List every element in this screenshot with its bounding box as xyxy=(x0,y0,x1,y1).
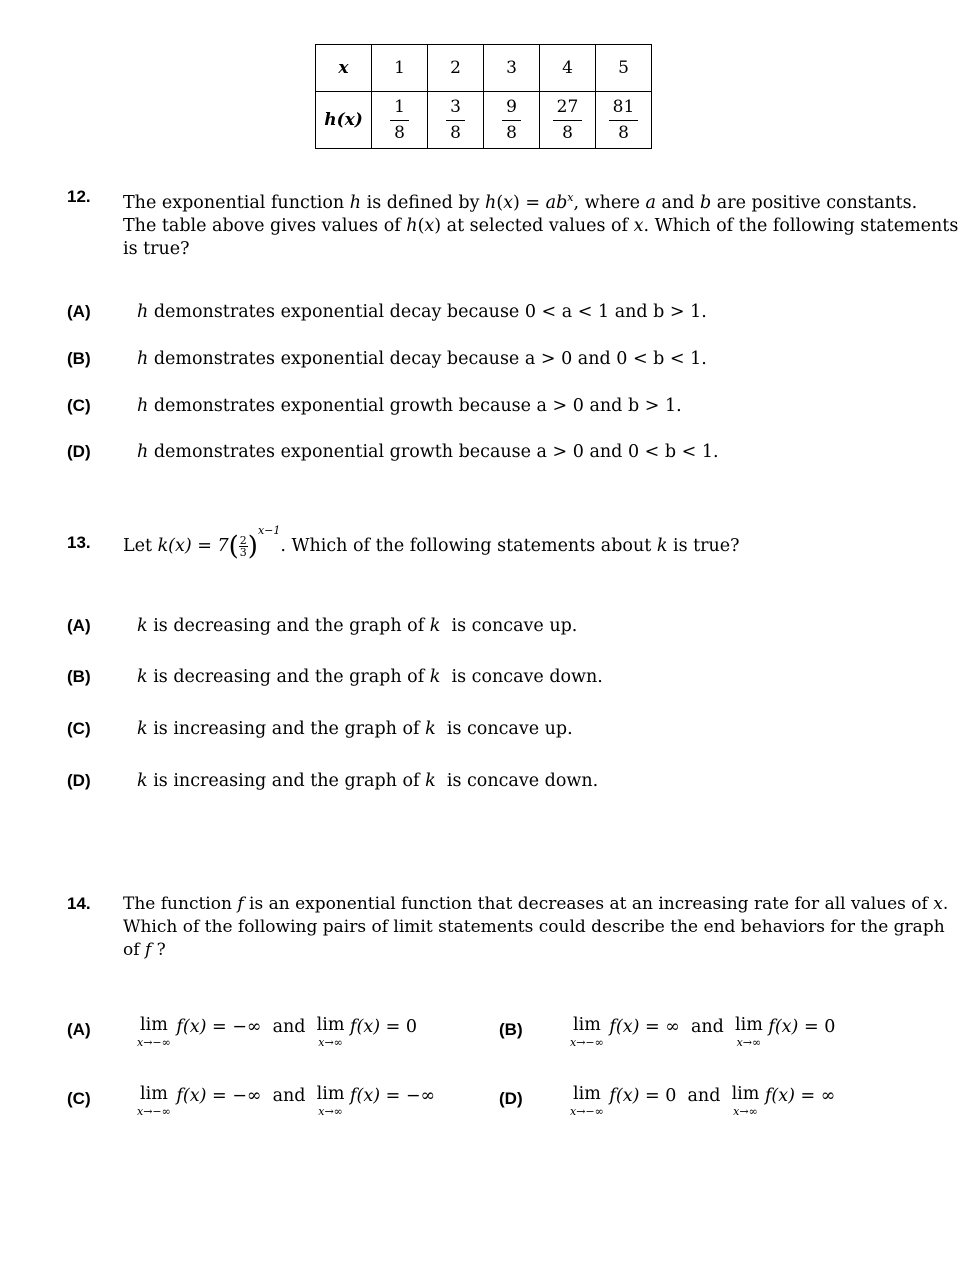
q12-option-c-label[interactable]: (C) xyxy=(67,396,91,415)
table-cell-h: $\frac{27}{8}$ xyxy=(540,92,596,149)
question-14-stem: The function f is an exponential function that decreases at an increasing rate for all values of x. Which of the following pairs of limit statements could describe the end behaviors for the graph of f ? xyxy=(123,894,949,960)
q14-option-a-label[interactable]: (A) xyxy=(67,1020,91,1039)
q12-option-b-text[interactable]: h demonstrates exponential decay because a > 0 and 0 < b < 1. xyxy=(137,349,707,369)
table-cell-x: 2 xyxy=(428,45,484,92)
q13-option-a-label[interactable]: (A) xyxy=(67,616,91,635)
question-13-stem: Let k(x) = 7( $\frac{2}{3}$ )$^{x-1}$. Which of the following statements about k is true? xyxy=(123,524,740,562)
q13-option-d-label[interactable]: (D) xyxy=(67,771,91,790)
table-cell-x: 4 xyxy=(540,45,596,92)
q13-option-c-label[interactable]: (C) xyxy=(67,719,91,738)
q13-option-b-text[interactable]: k is decreasing and the graph of k is concave down. xyxy=(137,667,603,687)
q13-option-b-label[interactable]: (B) xyxy=(67,667,91,686)
table-cell-x: 1 xyxy=(372,45,428,92)
q12-option-b-label[interactable]: (B) xyxy=(67,349,91,368)
q12-option-a-label[interactable]: (A) xyxy=(67,302,91,321)
table-header-hx: h(x) xyxy=(316,92,372,149)
q13-option-c-text[interactable]: k is increasing and the graph of k is concave up. xyxy=(137,719,573,739)
table-cell-h: $\frac{9}{8}$ xyxy=(484,92,540,149)
values-table xyxy=(315,44,652,149)
q14-option-b-text[interactable]: lim x→−∞ f(x) = ∞ and lim x→∞ f(x) = 0 xyxy=(570,1015,836,1049)
table-cell-x: 5 xyxy=(596,45,652,92)
q13-option-d-text[interactable]: k is increasing and the graph of k is concave down. xyxy=(137,771,599,791)
q14-option-c-text[interactable]: lim x→−∞ f(x) = −∞ and lim x→∞ f(x) = −∞ xyxy=(137,1084,436,1118)
q14-option-c-label[interactable]: (C) xyxy=(67,1089,91,1108)
question-14-number: 14. xyxy=(67,894,91,913)
table-cell-h: $\frac{81}{8}$ xyxy=(596,92,652,149)
table-header-x: x xyxy=(316,45,372,92)
question-13-number: 13. xyxy=(67,533,91,552)
q12-option-d-label[interactable]: (D) xyxy=(67,442,91,461)
q12-option-d-text[interactable]: h demonstrates exponential growth because a > 0 and 0 < b < 1. xyxy=(137,442,719,462)
q14-option-a-text[interactable]: lim x→−∞ f(x) = −∞ and lim x→∞ f(x) = 0 xyxy=(137,1015,417,1049)
table-cell-h: $\frac{1}{8}$ xyxy=(372,92,428,149)
question-12-number: 12. xyxy=(67,187,91,206)
question-12-stem: The exponential function h is defined by $h(x) = ab^x$, where a and b are positive constants. The table above gives values of h(x) at selected values of x. Which of the following statements is true? xyxy=(123,191,959,259)
q14-option-d-text[interactable]: lim x→−∞ f(x) = 0 and lim x→∞ f(x) = ∞ xyxy=(570,1084,836,1118)
table-cell-h: $\frac{3}{8}$ xyxy=(428,92,484,149)
table-cell-x: 3 xyxy=(484,45,540,92)
q12-option-a-text[interactable]: h demonstrates exponential decay because 0 < a < 1 and b > 1. xyxy=(137,302,707,322)
q14-option-b-label[interactable]: (B) xyxy=(499,1020,523,1039)
q14-option-d-label[interactable]: (D) xyxy=(499,1089,523,1108)
q12-option-c-text[interactable]: h demonstrates exponential growth because a > 0 and b > 1. xyxy=(137,396,682,416)
q13-option-a-text[interactable]: k is decreasing and the graph of k is concave up. xyxy=(137,616,578,636)
